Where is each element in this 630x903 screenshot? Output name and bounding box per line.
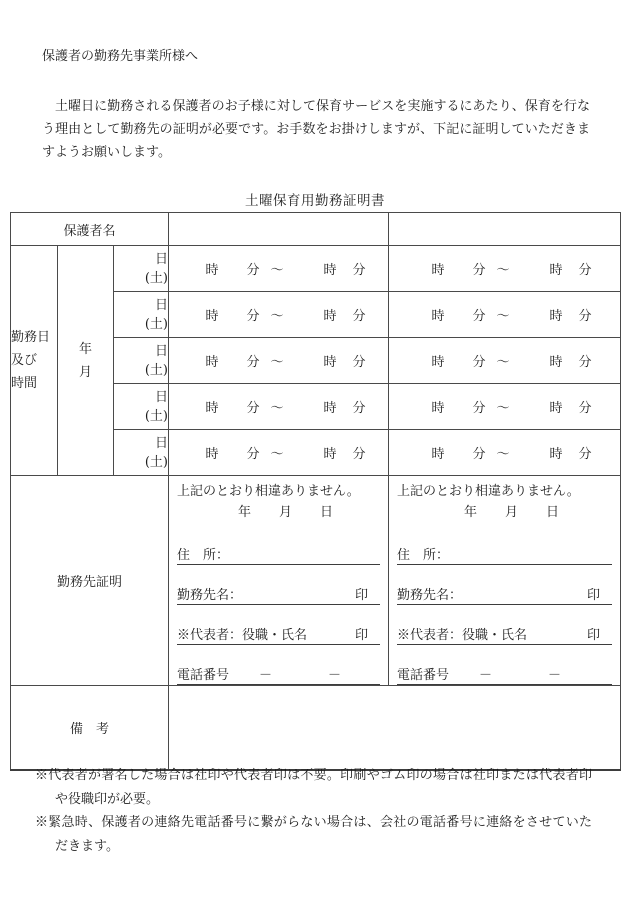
representative-field[interactable]	[397, 622, 612, 645]
tilde-separator: ～	[270, 309, 284, 324]
remarks-label: 備 考	[69, 721, 109, 737]
address-label: 住 所：	[397, 548, 450, 563]
work-time-field-3-left[interactable]	[169, 338, 389, 384]
day-label: 日	[154, 251, 168, 267]
employer-cert-label: 勤務先証明	[56, 575, 122, 590]
day-field-3[interactable]	[114, 338, 169, 384]
year-label: 年	[78, 341, 92, 357]
work-time-field-1-left[interactable]	[169, 246, 389, 292]
day-label: 日	[154, 389, 168, 405]
hour-label: 時	[431, 447, 445, 462]
work-time-field-2-left[interactable]	[169, 292, 389, 338]
remarks-label-cell	[11, 686, 169, 770]
minute-label: 分	[352, 447, 366, 462]
minute-label: 分	[578, 447, 592, 462]
phone-dash: －	[548, 668, 562, 683]
year-month-field[interactable]	[58, 246, 114, 476]
employer-cert-label-cell	[11, 476, 169, 686]
work-time-field-3-right[interactable]	[389, 338, 621, 384]
day-field-2[interactable]	[114, 292, 169, 338]
work-day-time-label-cell	[11, 246, 58, 476]
intro-paragraph: 土曜日に勤務される保護者のお子様に対して保育サービスを実施するにあたり、保育を行なう理由として勤務先の証明が必要です。お手数をお掛けしますが、下記に証明していただきますようお願いします。	[42, 99, 590, 160]
saturday-label: (土)	[144, 270, 168, 286]
tilde-separator: ～	[496, 309, 510, 324]
phone-label: 電話番号	[397, 668, 450, 683]
minute-label: 分	[578, 309, 592, 324]
cert-statement: 上記のとおり相違ありません。	[397, 484, 580, 499]
work-day-time-label-line2: 及び	[11, 353, 38, 368]
representative-field[interactable]	[177, 622, 380, 645]
footnote-emergency: ※緊急時、保護者の連絡先電話番号に繋がらない場合は、会社の電話番号に連絡をさせていただきます。	[35, 815, 592, 854]
guardian-name-field-1[interactable]	[169, 213, 389, 246]
work-day-time-label-line3: 時間	[11, 376, 38, 391]
minute-label: 分	[352, 263, 366, 278]
phone-dash: －	[328, 668, 342, 683]
tilde-separator: ～	[270, 355, 284, 370]
day-field-4[interactable]	[114, 384, 169, 430]
work-day-time-label-line1: 勤務日	[11, 330, 51, 345]
phone-dash: －	[259, 668, 273, 683]
cert-date-field[interactable]	[397, 503, 612, 522]
minute-label: 分	[472, 401, 486, 416]
day-field-1[interactable]	[114, 246, 169, 292]
day-label: 日	[154, 297, 168, 313]
guardian-name-field-2[interactable]	[389, 213, 621, 246]
guardian-name-label-cell	[11, 213, 169, 246]
tilde-separator: ～	[496, 401, 510, 416]
hour-label: 時	[431, 401, 445, 416]
hour-label: 時	[549, 263, 563, 278]
work-time-field-4-right[interactable]	[389, 384, 621, 430]
hour-label: 時	[205, 355, 219, 370]
minute-label: 分	[246, 309, 260, 324]
hour-label: 時	[205, 447, 219, 462]
saturday-label: (土)	[144, 454, 168, 470]
month-label: 月	[78, 364, 92, 380]
cert-day-label: 日	[546, 505, 560, 520]
company-name-label: 勤務先名：	[177, 588, 243, 603]
guardian-name-row	[11, 213, 621, 246]
cert-statement: 上記のとおり相違ありません。	[177, 484, 360, 499]
address-field[interactable]	[177, 542, 380, 565]
minute-label: 分	[246, 263, 260, 278]
saturday-label: (土)	[144, 408, 168, 424]
cert-month-label: 月	[504, 505, 518, 520]
footnotes-section	[35, 764, 592, 858]
hour-label: 時	[205, 401, 219, 416]
tilde-separator: ～	[270, 447, 284, 462]
tilde-separator: ～	[496, 355, 510, 370]
hour-label: 時	[549, 355, 563, 370]
day-label: 日	[154, 343, 168, 359]
hour-label: 時	[323, 263, 337, 278]
phone-dash: －	[479, 668, 493, 683]
minute-label: 分	[352, 309, 366, 324]
cert-month-label: 月	[278, 505, 292, 520]
hour-label: 時	[323, 447, 337, 462]
cert-date-field[interactable]	[177, 503, 380, 522]
representative-label: ※代表者：役職・氏名	[177, 628, 308, 643]
hour-label: 時	[323, 309, 337, 324]
hour-label: 時	[323, 401, 337, 416]
employer-certificate-row	[11, 476, 621, 686]
minute-label: 分	[246, 401, 260, 416]
day-label: 日	[154, 435, 168, 451]
minute-label: 分	[472, 263, 486, 278]
phone-label: 電話番号	[177, 668, 230, 683]
cert-year-label: 年	[463, 505, 477, 520]
tilde-separator: ～	[496, 263, 510, 278]
cert-year-label: 年	[237, 505, 251, 520]
company-name-field[interactable]	[177, 582, 380, 605]
minute-label: 分	[352, 355, 366, 370]
hour-label: 時	[205, 309, 219, 324]
minute-label: 分	[578, 355, 592, 370]
day-field-5[interactable]	[114, 430, 169, 476]
work-time-field-5-left[interactable]	[169, 430, 389, 476]
saturday-label: (土)	[144, 362, 168, 378]
work-time-field-1-right[interactable]	[389, 246, 621, 292]
employer-certificate-left	[169, 476, 389, 686]
intro-section	[42, 48, 590, 164]
company-name-label: 勤務先名：	[397, 588, 463, 603]
work-time-field-2-right[interactable]	[389, 292, 621, 338]
tilde-separator: ～	[270, 263, 284, 278]
remarks-field[interactable]	[169, 686, 621, 770]
seal-mark: 印	[354, 628, 368, 643]
work-time-field-5-right[interactable]	[389, 430, 621, 476]
tilde-separator: ～	[270, 401, 284, 416]
minute-label: 分	[472, 447, 486, 462]
hour-label: 時	[431, 263, 445, 278]
saturday-label: (土)	[144, 316, 168, 332]
hour-label: 時	[549, 309, 563, 324]
employer-certificate-right	[389, 476, 621, 686]
hour-label: 時	[549, 447, 563, 462]
hour-label: 時	[205, 263, 219, 278]
hour-label: 時	[549, 401, 563, 416]
seal-mark: 印	[586, 628, 600, 643]
phone-number-field[interactable]	[177, 662, 380, 685]
footnote-seal: ※代表者が署名した場合は社印や代表者印は不要。印刷やゴム印の場合は社印または代表者印や役職印が必要。	[35, 768, 592, 807]
tilde-separator: ～	[496, 447, 510, 462]
page-title: 土曜保育用勤務証明書	[245, 193, 385, 209]
cert-day-label: 日	[320, 505, 334, 520]
hour-label: 時	[431, 309, 445, 324]
guardian-name-label: 保護者名	[63, 223, 116, 239]
minute-label: 分	[472, 355, 486, 370]
seal-mark: 印	[354, 588, 368, 603]
representative-label: ※代表者：役職・氏名	[397, 628, 528, 643]
company-name-field[interactable]	[397, 582, 612, 605]
minute-label: 分	[246, 447, 260, 462]
hour-label: 時	[323, 355, 337, 370]
address-field[interactable]	[397, 542, 612, 565]
minute-label: 分	[578, 263, 592, 278]
salutation-text: 保護者の勤務先事業所様へ	[42, 49, 199, 64]
certificate-table	[10, 212, 621, 771]
seal-mark: 印	[586, 588, 600, 603]
address-label: 住 所：	[177, 548, 230, 563]
hour-label: 時	[431, 355, 445, 370]
minute-label: 分	[352, 401, 366, 416]
minute-label: 分	[578, 401, 592, 416]
minute-label: 分	[472, 309, 486, 324]
work-time-row-1	[11, 246, 621, 292]
remarks-row	[11, 686, 621, 770]
phone-number-field[interactable]	[397, 662, 612, 685]
minute-label: 分	[246, 355, 260, 370]
work-time-field-4-left[interactable]	[169, 384, 389, 430]
